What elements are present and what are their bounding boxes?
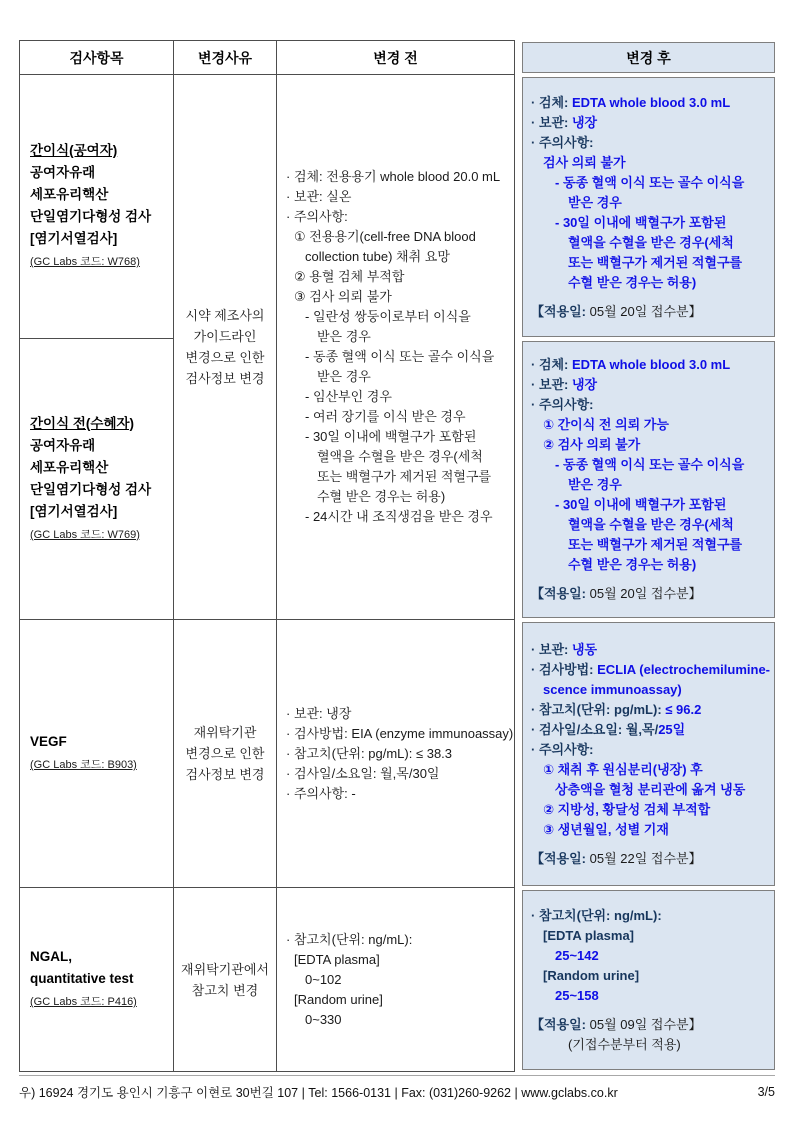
text-line: · 주의사항: [531,741,594,757]
footer-divider [19,1075,775,1076]
text-line: 0~102 [305,971,342,987]
text-line: - 임산부인 경우 [305,389,392,404]
text-line: · 보관: 냉장 [531,377,598,392]
text-line: 단일염기다형성 검사 [30,209,152,224]
text-line: 0~330 [305,1011,342,1027]
text-line: 【적용일: 05월 20일 접수분】 [531,303,702,319]
text-line: ① 전용용기(cell-free DNA blood [294,229,476,244]
text-line: ② 용혈 검체 부적합 [294,269,405,284]
text-line: - 일란성 쌍둥이로부터 이식을 [305,309,471,324]
text-line: 세포유리핵산 [30,459,109,475]
text-line: 【적용일: 05월 09일 접수분】 [531,1016,702,1032]
text-line: 25~142 [555,947,599,963]
text-line: 수혈 받은 경우는 허용) [568,274,697,290]
text-line: 받은 경우 [568,194,622,210]
text-line: 검사 의뢰 불가 [543,154,626,170]
header-test-item [19,40,174,75]
text-line: · 검사방법: ECLIA (electrochemilumine- [531,661,771,677]
text-line: - 동종 혈액 이식 또는 골수 이식을 [555,457,745,472]
text-line: 또는 백혈구가 제거된 적혈구를 [568,254,743,270]
text-line: 수혈 받은 경우는 허용) [317,489,446,504]
text-line: [EDTA plasma] [294,951,380,967]
text-line: (GC Labs 코드: W768) [30,256,140,268]
text-line: - 30일 이내에 백혈구가 포함된 [555,214,727,230]
text-line: 또는 백혈구가 제거된 적혈구를 [568,537,743,552]
text-line: 변경으로 인한 [185,746,265,761]
reason-cell-vegf [174,620,277,888]
text-line: NGAL, [30,949,72,964]
text-line: 【적용일: 05월 22일 접수분】 [531,850,702,866]
reason-cell-ngal [174,888,277,1072]
before-cell-ngal [277,888,515,1072]
text-line: - 24시간 내 조직생검을 받은 경우 [305,509,493,524]
test-item-cell-liver-donor [19,75,174,339]
text-line: 검사정보 변경 [185,371,265,386]
text-line: · 참고치(단위: pg/mL): ≤ 96.2 [531,701,702,717]
text-line: · 검사일/소요일: 월,목/30일 [286,765,440,781]
text-line: VEGF [30,734,67,749]
before-cell-rows1-2 [277,75,515,620]
text-line: (GC Labs 코드: P416) [30,996,137,1008]
text-line: 받은 경우 [317,329,371,344]
after-header-box [522,42,775,73]
header-label: 변경 후 [626,49,671,66]
text-line: · 검체: 전용용기 whole blood 20.0 mL [286,169,501,184]
text-line: · 주의사항: [531,397,594,412]
text-line: · 참고치(단위: ng/mL): [286,931,413,947]
text-line: [Random urine] [543,967,640,983]
text-line: · 검사방법: EIA (enzyme immunoassay) [286,725,514,741]
text-line: · 보관: 냉동 [531,641,598,657]
text-line: (GC Labs 코드: W769) [30,528,140,541]
text-line: 시약 제조사의 [185,308,265,323]
text-line: collection tube) 채취 요망 [305,249,450,264]
after-cell-vegf [515,620,775,888]
text-line: 검사정보 변경 [185,767,265,782]
reason-cell-rows1-2 [174,75,277,620]
text-line: 공여자유래 [30,165,96,180]
after-box [522,622,775,886]
text-line: 가이드라인 [193,329,257,344]
text-line: · 주의사항: [286,209,348,224]
text-line: 25~158 [555,987,599,1003]
text-line: · 검체: EDTA whole blood 3.0 mL [531,94,731,110]
footer [19,1083,775,1101]
text-line: · 보관: 냉장 [531,114,598,130]
after-cell-liver-recipient [515,339,775,620]
text-line: 공여자유래 [30,437,96,453]
text-line: · 주의사항: - [286,785,356,801]
text-line: 수혈 받은 경우는 허용) [568,557,697,572]
text-line: - 30일 이내에 백혈구가 포함된 [555,497,727,512]
after-box [522,341,775,618]
text-line: (GC Labs 코드: B903) [30,759,137,771]
text-line: 상층액을 혈청 분리관에 옮겨 냉동 [555,781,746,797]
text-line: 혈액을 수혈을 받은 경우(세척 [317,449,483,464]
text-line: - 30일 이내에 백혈구가 포함된 [305,429,477,444]
text-line: ② 검사 의뢰 불가 [543,437,641,452]
text-line: · 보관: 냉장 [286,705,352,721]
text-line: 세포유리핵산 [30,187,109,202]
text-line: · 참고치(단위: ng/mL): [531,907,662,923]
text-line: · 검체: EDTA whole blood 3.0 mL [531,357,731,372]
page-number: 3/5 [757,1085,775,1099]
header-label: 검사항목 [69,49,124,66]
text-line: 재위탁기관 [193,725,257,740]
text-line: 변경으로 인한 [185,350,265,365]
text-line: 재위탁기관에서 [181,961,269,977]
header-label: 변경 전 [373,49,418,66]
text-line: - 동종 혈액 이식 또는 골수 이식을 [555,174,745,190]
test-item-cell-vegf [19,620,174,888]
text-line: ① 간이식 전 의뢰 가능 [543,417,669,432]
text-line: [염기서열검사] [30,503,118,519]
text-line: 참고치 변경 [191,982,259,998]
header-change-reason [174,40,277,75]
text-line: [Random urine] [294,991,383,1007]
text-line: 간이식 전(수혜자) [30,415,135,431]
text-line: - 동종 혈액 이식 또는 골수 이식을 [305,349,495,364]
test-item-cell-ngal [19,888,174,1072]
text-line: 단일염기다형성 검사 [30,481,152,497]
text-line: 받은 경우 [317,369,371,384]
after-cell-ngal [515,888,775,1072]
text-line: - 여러 장기를 이식 받은 경우 [305,409,466,424]
text-line: 간이식(공여자) [30,143,118,158]
after-box [522,77,775,337]
text-line: [EDTA plasma] [543,927,635,943]
header-label: 변경사유 [197,49,253,66]
text-line: 혈액을 수혈을 받은 경우(세척 [568,517,734,532]
text-line: 받은 경우 [568,477,622,492]
text-line: quantitative test [30,971,134,986]
text-line: 또는 백혈구가 제거된 적혈구를 [317,469,492,484]
after-box [522,890,775,1070]
header-before-change [277,40,515,75]
text-line: [염기서열검사] [30,231,118,246]
before-cell-vegf [277,620,515,888]
text-line: 혈액을 수혈을 받은 경우(세척 [568,234,734,250]
text-line: ① 채취 후 원심분리(냉장) 후 [543,761,703,777]
after-cell-liver-donor [515,75,775,339]
text-line: · 주의사항: [531,134,594,150]
text-line: scence immunoassay) [543,681,682,697]
test-item-cell-liver-recipient [19,339,174,620]
text-line: ③ 생년월일, 성별 기재 [543,821,669,837]
text-line: 【적용일: 05월 20일 접수분】 [531,586,702,601]
text-line: · 보관: 실온 [286,189,352,204]
text-line: ② 지방성, 황달성 검체 부적합 [543,801,711,817]
text-line: (기접수분부터 적용) [568,1036,681,1052]
footer-address: 우) 16924 경기도 용인시 기흥구 이현로 30번길 107 | Tel: 1566-0131 | Fax: (031)260-9262 | www.gclabs.co.kr [19,1086,618,1100]
notice-page [19,40,775,1072]
test-change-table [19,40,775,1072]
text-line: · 참고치(단위: pg/mL): ≤ 38.3 [286,745,453,761]
text-line: · 검사일/소요일: 월,목/25일 [531,721,686,737]
header-after-change [515,40,775,75]
text-line: ③ 검사 의뢰 불가 [294,289,392,304]
